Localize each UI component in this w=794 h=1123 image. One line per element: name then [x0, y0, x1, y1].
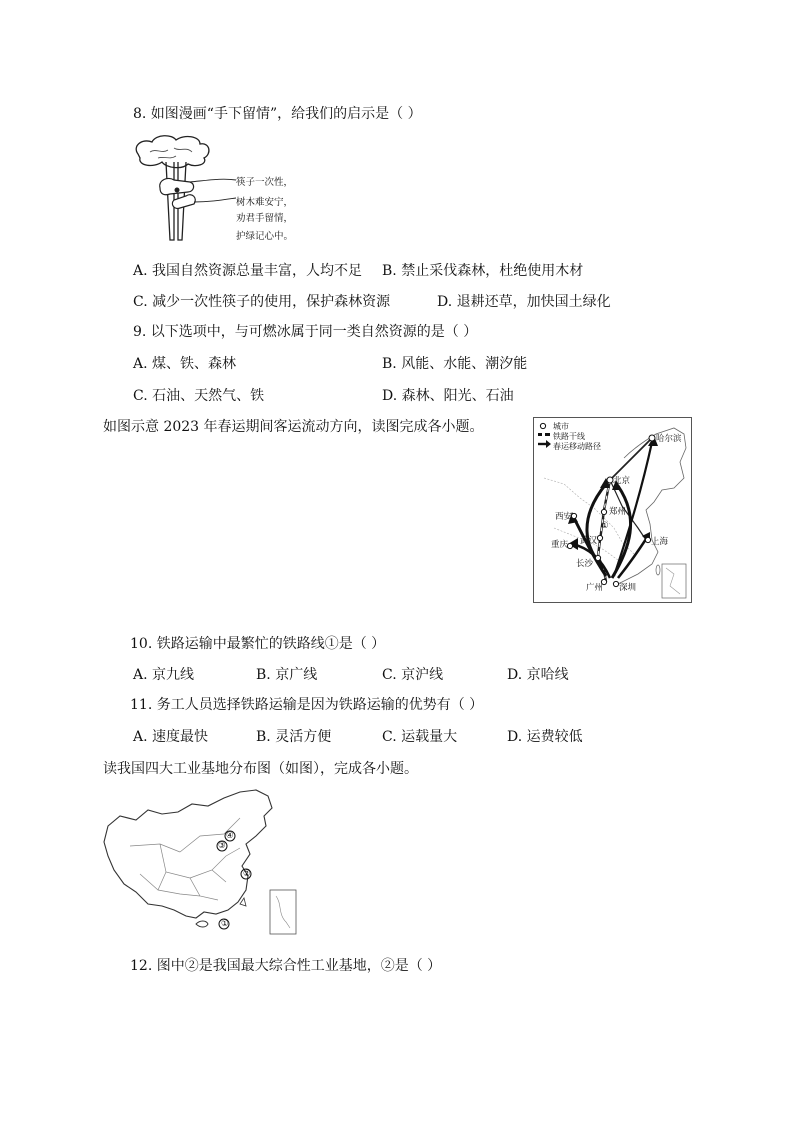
q11-option-c[interactable]: C. 运载量大 [382, 729, 458, 745]
q9-option-c[interactable]: C. 石油、天然气、铁 [133, 388, 265, 404]
q12-stem: 12. 图中②是我国最大综合性工业基地，②是（ ） [130, 958, 442, 974]
q9-option-a[interactable]: A. 煤、铁、森林 [133, 356, 237, 372]
city-changsha: 长沙 [576, 559, 594, 569]
cartoon-text-line-4: 护绿记心中。 [236, 231, 294, 242]
city-wuhan: 武汉 [580, 536, 598, 546]
city-shenzhen: 深圳 [619, 583, 637, 593]
city-zhengzhou: 郑州 [609, 507, 627, 517]
cartoon-text-line-2: 树木难安宁， [236, 197, 294, 208]
q11-option-a[interactable]: A. 速度最快 [133, 729, 209, 745]
q8-option-c[interactable]: C. 减少一次性筷子的使用，保护森林资源 [133, 294, 391, 310]
q8-option-a[interactable]: A. 我国自然资源总量丰富，人均不足 [133, 263, 363, 279]
city-chongqing: 重庆 [551, 540, 569, 550]
city-beijing: 北京 [613, 476, 631, 486]
base-marker-1: ① [221, 919, 229, 929]
q10-option-a[interactable]: A. 京九线 [133, 667, 195, 683]
base-marker-3: ③ [218, 841, 226, 851]
city-harbin: 哈尔滨 [656, 434, 682, 444]
industry-intro: 读我国四大工业基地分布图（如图），完成各小题。 [103, 761, 418, 777]
q11-option-b[interactable]: B. 灵活方便 [256, 729, 332, 745]
q8-option-d[interactable]: D. 退耕还草，加快国土绿化 [437, 294, 611, 310]
base-marker-4: ④ [226, 831, 234, 841]
q11-stem: 11. 务工人员选择铁路运输是因为铁路运输的优势有（ ） [130, 697, 484, 713]
industry-map [100, 786, 300, 938]
city-guangzhou: 广州 [586, 583, 604, 593]
q9-option-b[interactable]: B. 风能、水能、潮汐能 [382, 356, 528, 372]
china-outline-map [100, 786, 300, 938]
q10-option-c[interactable]: C. 京沪线 [382, 667, 444, 683]
q8-stem: 8. 如图漫画“手下留情”，给我们的启示是（ ） [133, 106, 422, 122]
q10-option-b[interactable]: B. 京广线 [256, 667, 318, 683]
cartoon-text-line-3: 劝君手留情， [236, 213, 294, 224]
legend-city: 城市 [553, 422, 569, 431]
rail-intro: 如图示意 2023 年春运期间客运流动方向，读图完成各小题。 [103, 419, 484, 435]
q9-option-d[interactable]: D. 森林、阳光、石油 [382, 388, 514, 404]
legend-railway: 铁路干线 [553, 432, 585, 441]
cartoon-text-line-1: 筷子一次性， [236, 177, 294, 188]
legend-migration-path: 春运移动路径 [553, 442, 601, 451]
city-shanghai: 上海 [651, 537, 669, 547]
railway-marker-1: ① [601, 521, 609, 531]
q11-option-d[interactable]: D. 运费较低 [507, 729, 583, 745]
q8-option-b[interactable]: B. 禁止采伐森林，杜绝使用木材 [382, 263, 584, 279]
q10-option-d[interactable]: D. 京哈线 [507, 667, 569, 683]
q10-stem: 10. 铁路运输中最繁忙的铁路线①是（ ） [130, 636, 386, 652]
base-marker-2: ② [243, 869, 251, 879]
city-xian: 西安 [555, 512, 573, 522]
q9-stem: 9. 以下选项中，与可燃冰属于同一类自然资源的是（ ） [133, 324, 478, 340]
